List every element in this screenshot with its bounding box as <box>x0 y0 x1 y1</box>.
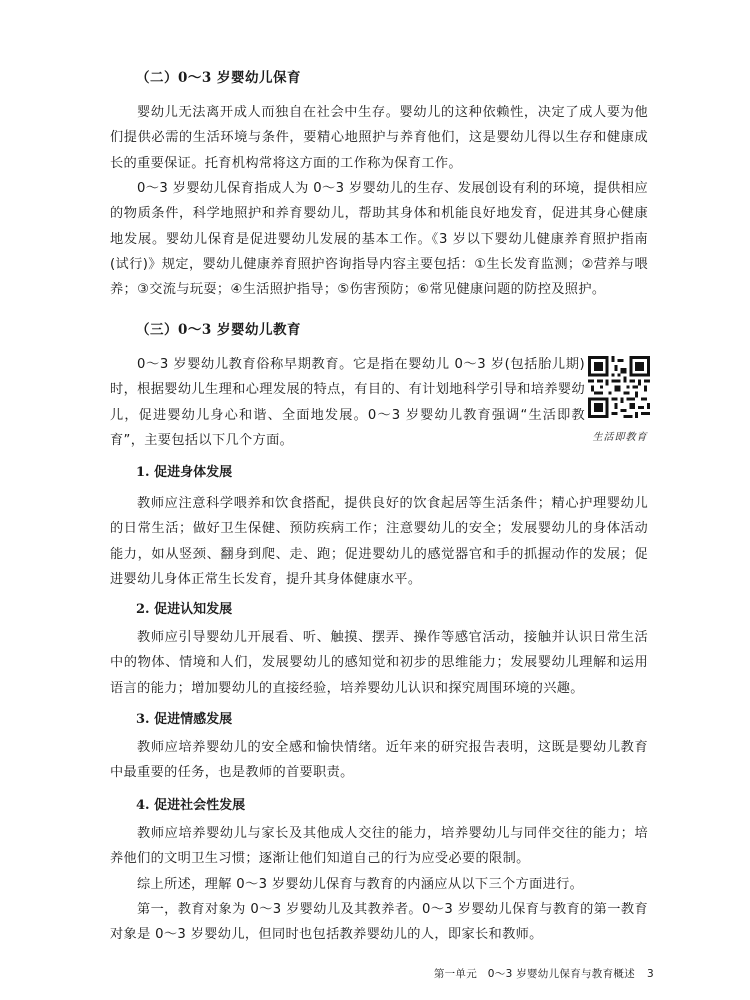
item-heading-1: 1. 促进身体发展 <box>136 465 233 480</box>
first-point-paragraph: 第一，教育对象为 0～3 岁婴幼儿及其教养者。0～3 岁婴幼儿保育与教育的第一教育对象是 0～3 岁婴幼儿，但同时也包括教养婴幼儿的人，即家长和教师。 <box>110 902 648 943</box>
footer-chapter-title: 第一单元 0～3 岁婴幼儿保育与教育概述 <box>433 968 636 980</box>
summary-paragraph: 综上所述，理解 0～3 岁婴幼儿保育与教育的内涵应从以下三个方面进行。 <box>137 877 584 892</box>
page-number: 3 <box>647 968 654 980</box>
section-heading-education: （三）0～3 岁婴幼儿教育 <box>136 322 301 338</box>
qr-code-icon <box>588 356 650 418</box>
care-paragraph-1: 婴幼儿无法离开成人而独自在社会中生存。婴幼儿的这种依赖性，决定了成人要为他们提供必需的生活环境与条件，要精心地照护与养育他们，这是婴幼儿得以生存和健康成长的重要保证。托育机构常将这方面的工作称为保育工作。 <box>110 105 648 171</box>
item-text-3: 教师应培养婴幼儿的安全感和愉快情绪。近年来的研究报告表明，这既是婴幼儿教育中最重要的任务，也是教师的首要职责。 <box>110 740 648 781</box>
item-heading-2: 2. 促进认知发展 <box>136 602 233 617</box>
item-heading-4: 4. 促进社会性发展 <box>136 798 246 813</box>
care-paragraph-2: 0～3 岁婴幼儿保育指成人为 0～3 岁婴幼儿的生存、发展创设有利的环境，提供相应的物质条件，科学地照护和养育婴幼儿，帮助其身体和机能良好地发育，促进其身心健康地发展。婴幼儿保育是促进婴幼儿发展的基本工作。《3 岁以下婴幼儿健康养育照护指南(试行)》规定，婴幼儿健康养育照护咨询指导内容主要包括：①生长发育监测；②营养与喂养；③交流与玩耍；④生活照护指导；⑤伤害预防；⑥常见健康问题的防控及照护。 <box>110 181 648 298</box>
item-text-1: 教师应注意科学喂养和饮食搭配，提供良好的饮食起居等生活条件；精心护理婴幼儿的日常生活；做好卫生保健、预防疾病工作；注意婴幼儿的安全；发展婴幼儿的身体活动能力，如从竖颈、翻身到爬、走、跑；促进婴幼儿的感觉器官和手的抓握动作的发展；促进婴幼儿身体正常生长发育，提升其身体健康水平。 <box>110 496 648 587</box>
item-text-2: 教师应引导婴幼儿开展看、听、触摸、摆弄、操作等感官活动，接触并认识日常生活中的物体、情境和人们，发展婴幼儿的感知觉和初步的思维能力；发展婴幼儿理解和运用语言的能力；增加婴幼儿的直接经验，培养婴幼儿认识和探究周围环境的兴趣。 <box>110 630 648 696</box>
page-footer <box>434 966 654 981</box>
item-text-4: 教师应培养婴幼儿与家长及其他成人交往的能力，培养婴幼儿与同伴交往的能力；培养他们的文明卫生习惯；逐渐让他们知道自己的行为应受必要的限制。 <box>110 826 648 867</box>
item-heading-3: 3. 促进情感发展 <box>136 712 233 727</box>
qr-caption: 生活即教育 <box>592 432 648 443</box>
education-paragraph-1: 0～3 岁婴幼儿教育俗称早期教育。它是指在婴幼儿 0～3 岁(包括胎儿期)时，根据婴幼儿生理和心理发展的特点，有目的、有计划地科学引导和培养婴幼儿，促进婴幼儿身心和谐、全面地发展。0～3 岁婴幼儿教育强调“生活即教育”，主要包括以下几个方面。 <box>110 357 585 448</box>
section-heading-care: （二）0～3 岁婴幼儿保育 <box>136 70 301 86</box>
